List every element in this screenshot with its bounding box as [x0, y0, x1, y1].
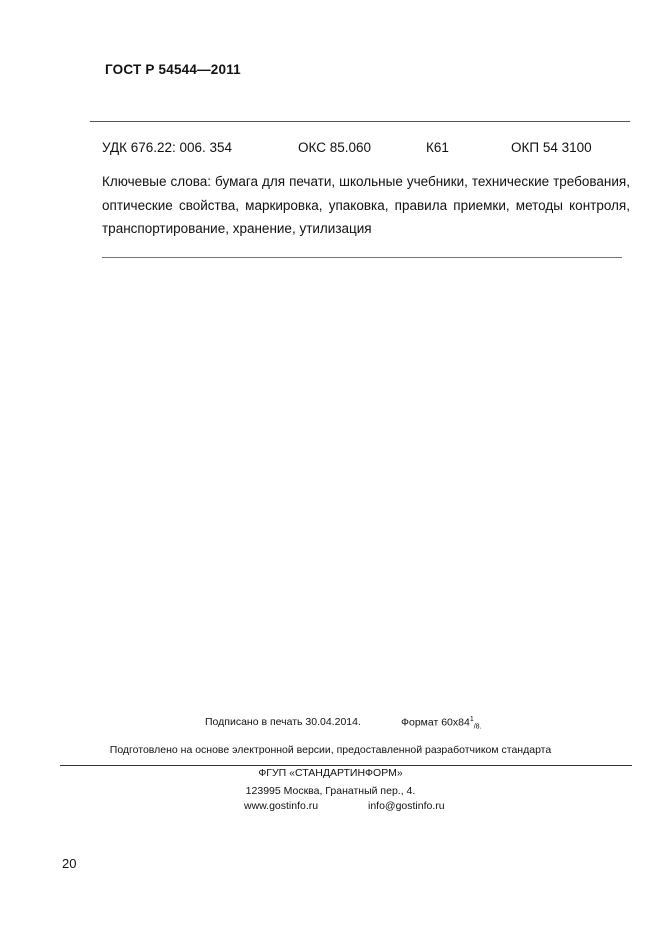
format-denominator: /8 — [473, 723, 480, 731]
format-label: Формат 60х84 — [401, 716, 470, 729]
keywords-line-3: транспортирование, хранение, утилизация — [102, 221, 372, 236]
signed-date: Подписано в печать 30.04.2014. — [205, 716, 361, 728]
okp-code: ОКП 54 3100 — [511, 140, 592, 155]
keywords-line-1: Ключевые слова: бумага для печати, школьные учебники, технические требования, — [102, 174, 630, 189]
prepared-note: Подготовлено на основе электронной версии, предоставленной разработчиком стандарта — [109, 744, 552, 756]
k-code: К61 — [426, 140, 449, 155]
format-period: . — [479, 723, 482, 731]
keywords-block — [102, 170, 630, 241]
website-link[interactable]: www.gostinfo.ru — [244, 800, 319, 812]
bottom-divider — [60, 765, 632, 766]
publisher-address: 123995 Москва, Гранатный пер., 4. — [245, 785, 416, 797]
email-link[interactable]: info@gostinfo.ru — [368, 800, 445, 812]
paper-format — [401, 716, 482, 731]
udk-code: УДК 676.22: 006. 354 — [102, 140, 233, 155]
document-title: ГОСТ Р 54544—2011 — [105, 62, 241, 77]
middle-divider — [102, 257, 622, 258]
keywords-line-2: оптические свойства, маркировка, упаковка, правила приемки, методы контроля, — [102, 197, 630, 213]
top-divider — [90, 121, 630, 122]
publisher-name: ФГУП «СТАНДАРТИНФОРМ» — [258, 767, 403, 779]
page-number: 20 — [62, 856, 77, 871]
oks-code: ОКС 85.060 — [298, 140, 372, 155]
format-numerator: 1 — [469, 716, 474, 723]
